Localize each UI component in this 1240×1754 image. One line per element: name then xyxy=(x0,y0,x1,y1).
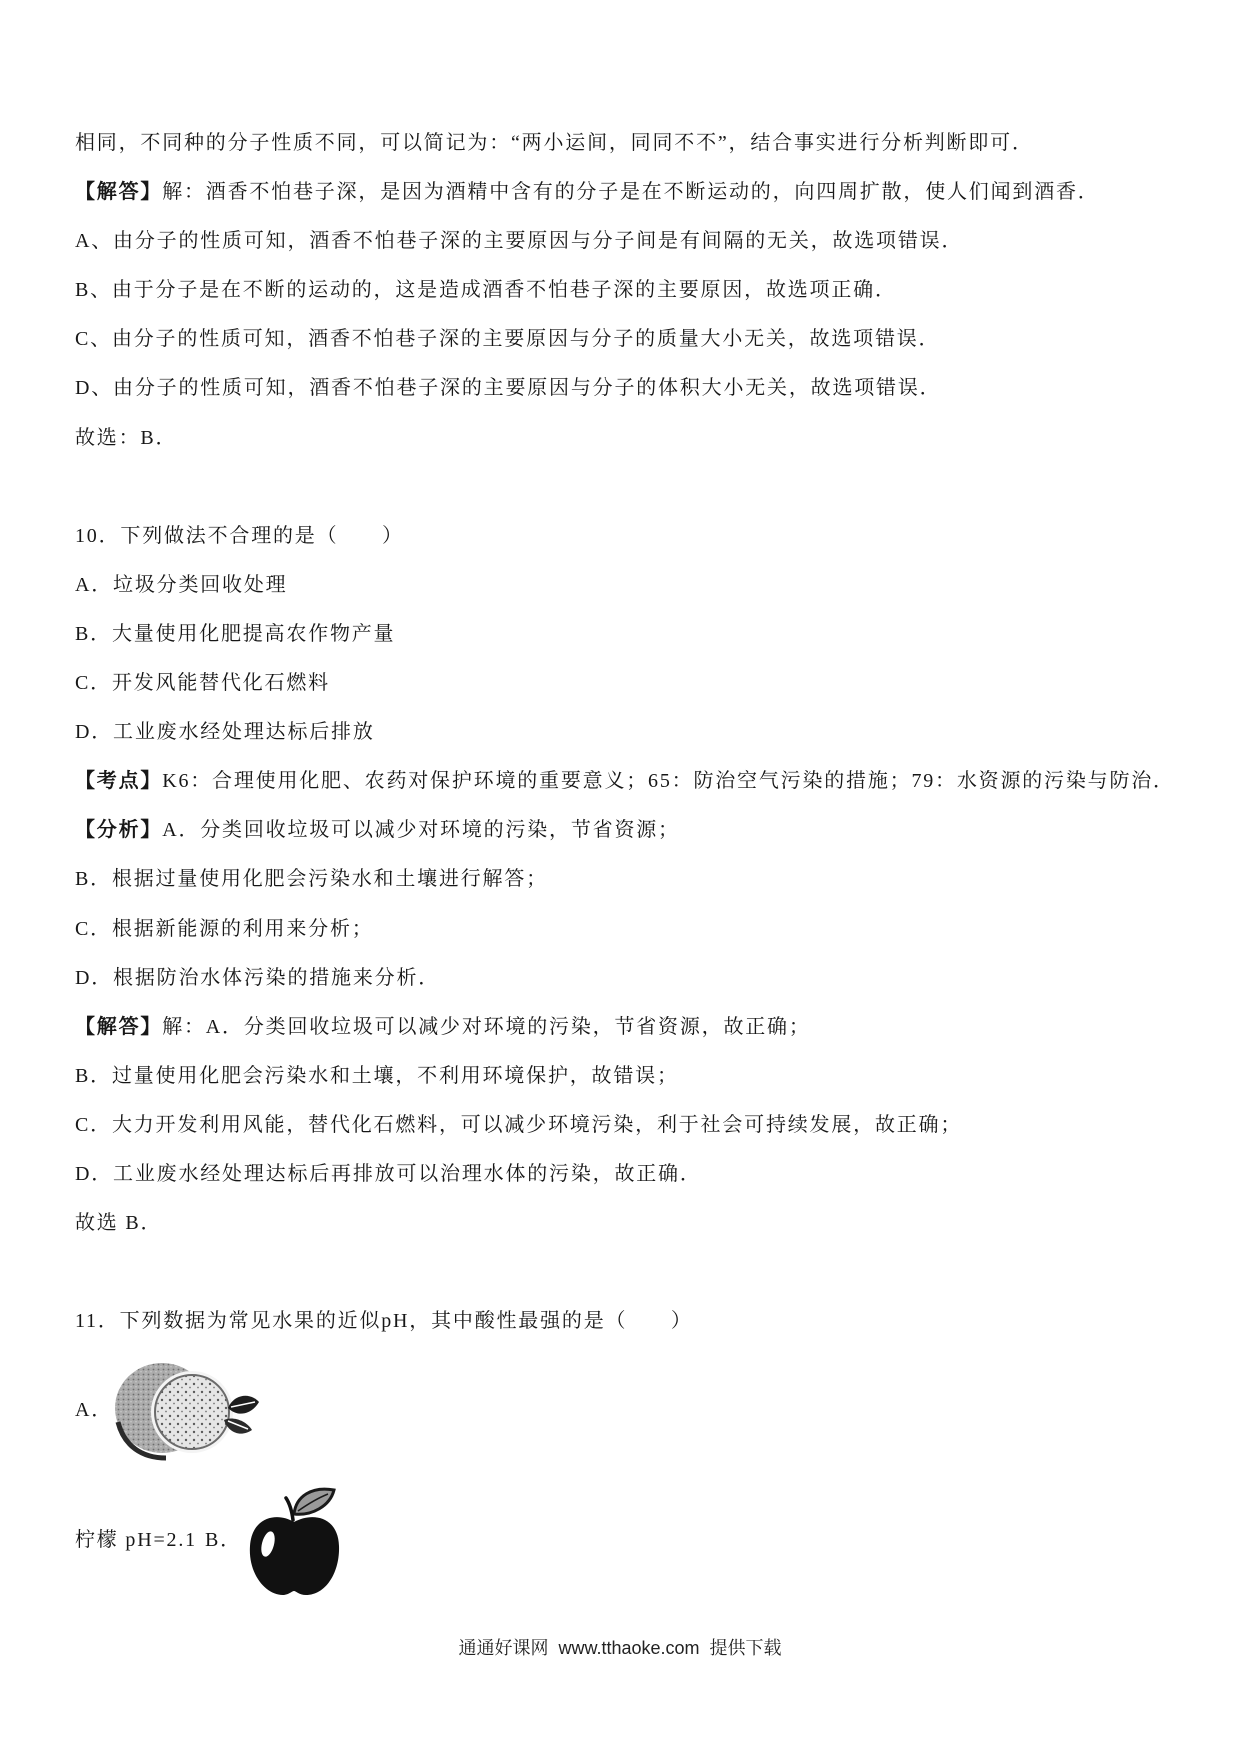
spacer xyxy=(75,463,1225,512)
q10-analysis-c: C．根据新能源的利用来分析； xyxy=(75,917,374,940)
lemon-cut-half xyxy=(151,1371,233,1453)
q10-kaodian xyxy=(75,757,1225,806)
page-footer: 通通好课网 www.tthaoke.com 提供下载 xyxy=(458,1638,782,1658)
previous-solution xyxy=(75,168,1225,217)
q10-solution-b: B．过量使用化肥会污染水和土壤，不利用环境保护，故错误； xyxy=(75,1064,679,1087)
q10-solution-c: C．大力开发利用风能，替代化石燃料，可以减少环境污染，利于社会可持续发展，故正确； xyxy=(75,1113,963,1136)
q10-stem: 10．下列做法不合理的是（ ） xyxy=(75,524,404,547)
previous-solution-option-b: B、由于分子是在不断的运动的，这是造成酒香不怕巷子深的主要原因，故选项正确． xyxy=(75,279,897,302)
spacer xyxy=(75,1248,1225,1297)
q10-option-a: A．垃圾分类回收处理 xyxy=(75,573,288,596)
q11-stem: 11．下列数据为常见水果的近似pH，其中酸性最强的是（ ） xyxy=(75,1310,693,1333)
q10-analysis-a xyxy=(75,806,1225,855)
q10-solution-d: D．工业废水经处理达标后再排放可以治理水体的污染，故正确． xyxy=(75,1162,702,1185)
previous-solution-option-d: D、由分子的性质可知，酒香不怕巷子深的主要原因与分子的体积大小无关，故选项错误． xyxy=(75,377,942,400)
q11-option-b-label: B． xyxy=(204,1529,242,1551)
solution-label: 【解答】 xyxy=(75,181,163,204)
q10-option-d: D．工业废水经处理达标后排放 xyxy=(75,721,375,744)
q10-analysis-b: B．根据过量使用化肥会污染水和土壤进行解答； xyxy=(75,868,548,891)
lemon-icon xyxy=(112,1358,262,1462)
analysis-label: 【分析】 xyxy=(75,819,163,842)
apple-icon xyxy=(246,1484,342,1598)
kaodian-text: K6：合理使用化肥、农药对保护环境的重要意义；65：防治空气污染的措施；79：水资源的污染与防治． xyxy=(162,770,1175,793)
q10-solution-a xyxy=(75,1003,1225,1052)
apple-body xyxy=(250,1517,339,1595)
q11-option-a-label: A． xyxy=(75,1399,114,1421)
analysis-text: A．分类回收垃圾可以减少对环境的污染，节省资源； xyxy=(162,819,680,842)
previous-answer: 故选：B． xyxy=(75,426,178,449)
q10-answer: 故选 B． xyxy=(75,1212,163,1235)
q11-option-a-caption: 柠檬 pH=2.1 xyxy=(75,1529,197,1551)
apple-stem xyxy=(286,1498,293,1520)
previous-solution-option-a: A、由分子的性质可知，酒香不怕巷子深的主要原因与分子间是有间隔的无关，故选项错误． xyxy=(75,230,964,253)
document-body xyxy=(75,119,1225,1346)
q10-analysis-d: D．根据防治水体污染的措施来分析． xyxy=(75,966,441,989)
solution-label: 【解答】 xyxy=(75,1015,163,1038)
q10-option-b: B．大量使用化肥提高农作物产量 xyxy=(75,622,396,645)
previous-analysis-tail: 相同，不同种的分子性质不同，可以简记为：“两小运间，同同不不”，结合事实进行分析判断即可． xyxy=(75,132,1034,154)
solution-text: 解：A．分类回收垃圾可以减少对环境的污染，节省资源，故正确； xyxy=(162,1015,811,1038)
previous-solution-option-c: C、由分子的性质可知，酒香不怕巷子深的主要原因与分子的质量大小无关，故选项错误． xyxy=(75,328,941,351)
q10-option-c: C．开发风能替代化石燃料 xyxy=(75,672,330,695)
solution-intro: 解：酒香不怕巷子深，是因为酒精中含有的分子是在不断运动的，向四周扩散，使人们闻到酒香． xyxy=(162,181,1100,204)
q11-option-b-row xyxy=(75,1516,242,1565)
kaodian-label: 【考点】 xyxy=(75,770,163,793)
